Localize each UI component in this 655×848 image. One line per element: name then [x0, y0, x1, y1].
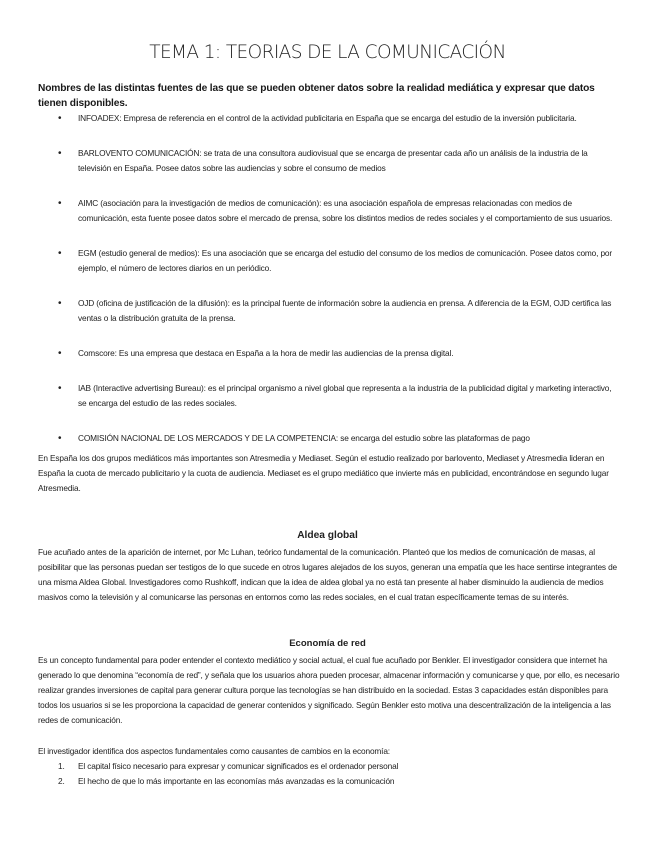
aldea-global-paragraph: Fue acuñado antes de la aparición de internet, por Mc Luhan, teórico fundamental de la comunicación. Planteó que los medios de comunicación de masas, al posibilitar que las personas puedan ser testigos de lo que sucede en otros lugares alejados de los suyos, generan una empatía que les hace sentirse integrantes de una misma Aldea Global. Investigadores como Rushkoff, indican que la idea de aldea global ya no está tan presente al haber disminuido la audiencia de medios masivos como la televisión y al comunicarse las personas en entornos como las redes sociales, en el cual tratan específicamente temas de su interés.: [38, 547, 617, 602]
causes-list: [38, 759, 621, 789]
page-title: TEMA 1: TEORIAS DE LA COMUNICACIÓN: [149, 42, 506, 63]
sources-list: [38, 111, 618, 466]
list-number: 1.: [58, 761, 65, 771]
intro-heading: Nombres de las distintas fuentes de las que se pueden obtener datos sobre la realidad mediática y expresar que datos tienen disponibles.: [38, 83, 595, 109]
economia-de-red-paragraph: Es un concepto fundamental para poder entender el contexto mediático y social actual, el cual fue acuñado por Benkler. El investigador considera que internet ha generado lo que denomina “economía de red”, y señala que los usuarios ahora pueden procesar, almacenar información y comunicarse y que, por ello, es necesario realizar grandes inversiones de capital para generar cultura porque las tecnologías se han distribuido en la sociedad. Estas 3 capacidades están disponibles para todos los usuarios si se les proporciona la capacidad de generar contenidos y significado. Según Benkler esto motiva una descentralización de la inteligencia a las redes de comunicación.: [38, 655, 620, 725]
section-heading-aldea-global: Aldea global: [297, 530, 358, 541]
list-item: [38, 774, 621, 789]
list-item-text: El hecho de que lo más importante en las economías más avanzadas es la comunicación: [78, 776, 395, 786]
list-item: • OJD (oficina de justificación de la difusión): es la principal fuente de información sobre la audiencia en prensa. A diferencia de la EGM, OJD certifica las ventas o la distribución gratuita de la prensa.: [38, 296, 618, 326]
list-item: [38, 759, 621, 774]
spain-paragraph: En España los dos grupos mediáticos más importantes son Atresmedia y Mediaset. Según el estudio realizado por barlovento, Mediaset y Atresmedia lideran en España la cuota de mercado publicitario y la cuota de audiencia. Mediaset es el grupo mediático que invierte más en publicidad, encontrándose en segundo lugar Atresmedia.: [38, 453, 609, 493]
list-item: • INFOADEX: Empresa de referencia en el control de la actividad publicitaria en España que se encarga del estudio de la inversión publicitaria.: [38, 111, 618, 126]
list-item: • COMISIÓN NACIONAL DE LOS MERCADOS Y DE LA COMPETENCIA: se encarga del estudio sobre las plataformas de pago: [38, 431, 618, 446]
list-number: 2.: [58, 776, 65, 786]
list-item: • AIMC (asociación para la investigación de medios de comunicación): es una asociación española de empresas relacionadas con medios de comunicación, esta fuente posee datos sobre el mercado de prensa, sobre los distintos medios de redes sociales y el comportamiento de sus usuarios.: [38, 196, 618, 226]
list-item: • IAB (Interactive advertising Bureau): es el principal organismo a nivel global que representa a la industria de la publicidad digital y marketing interactivo, se encarga del estudio de las redes sociales.: [38, 381, 618, 411]
identifica-paragraph: El investigador identifica dos aspectos fundamentales como causantes de cambios en la economía:: [38, 746, 390, 756]
list-item-text: El capital físico necesario para expresar y comunicar significados es el ordenador personal: [78, 761, 399, 771]
list-item: • BARLOVENTO COMUNICACIÓN: se trata de una consultora audiovisual que se encarga de presentar cada año un análisis de la industria de la televisión en España. Posee datos sobre las audiencias y sobre el consumo de medios: [38, 146, 618, 176]
list-item: • Comscore: Es una empresa que destaca en España a la hora de medir las audiencias de la prensa digital.: [38, 346, 618, 361]
list-item: • EGM (estudio general de medios): Es una asociación que se encarga del estudio del consumo de los medios de comunicación. Posee datos como, por ejemplo, el número de lectores diarios en un periódico.: [38, 246, 618, 276]
section-heading-economia-de-red: Economía de red: [289, 638, 366, 649]
